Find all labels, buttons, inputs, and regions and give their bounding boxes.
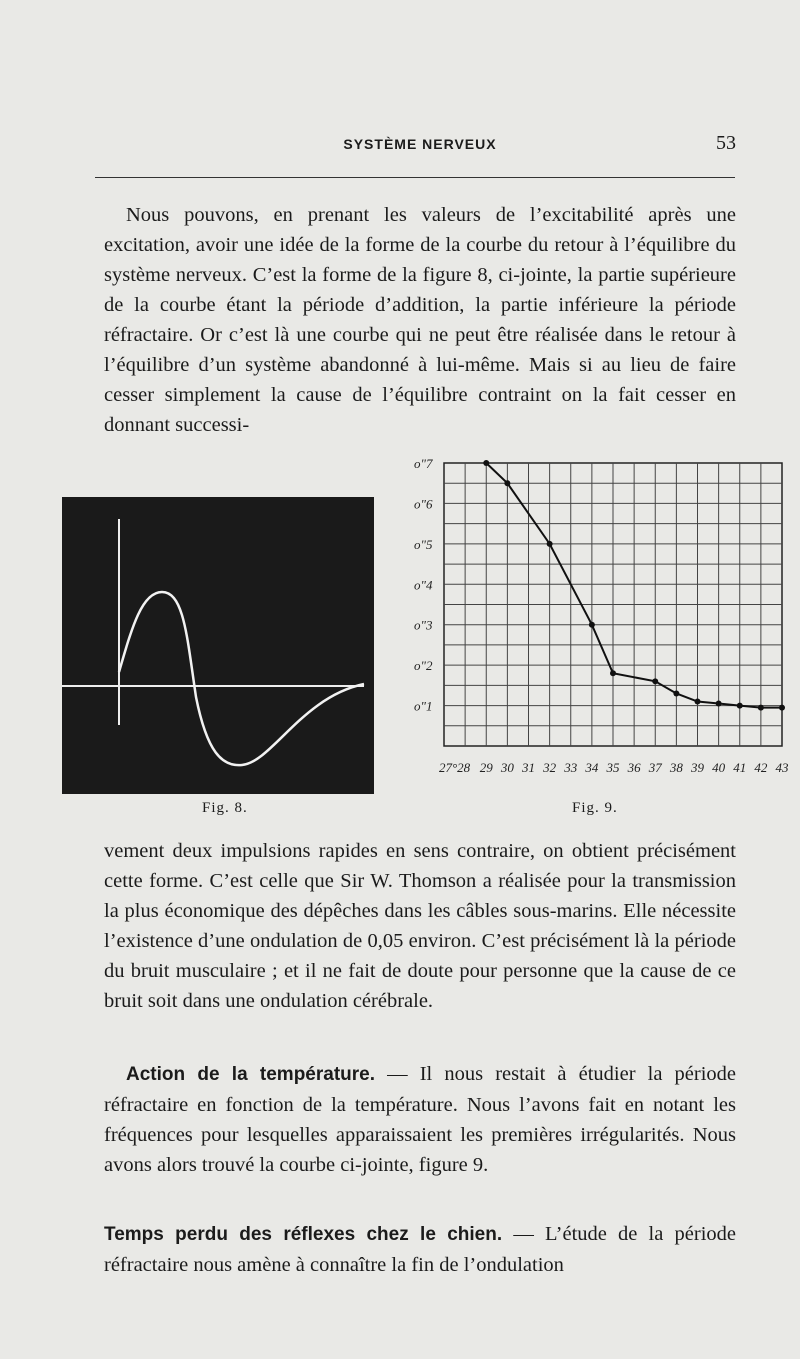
fig9-x-tick-label: 33 <box>564 760 578 775</box>
fig9-data-point <box>504 480 510 486</box>
figure-9 <box>400 448 800 788</box>
fig9-y-tick-label: o"4 <box>414 577 433 593</box>
fig8-caption: Fig. 8. <box>202 800 248 816</box>
page-header <box>100 132 740 162</box>
section-temperature-heading: Action de la température. <box>126 1064 376 1085</box>
fig9-x-tick-label: 36 <box>627 760 641 775</box>
fig9-x-tick-label: 42 <box>754 760 768 775</box>
fig9-data-point <box>589 622 595 628</box>
figure-8-curve <box>62 497 374 794</box>
fig9-data-point <box>695 699 701 705</box>
fig9-x-tick-label: 43 <box>775 760 789 775</box>
fig9-data-point <box>716 701 722 707</box>
paragraph-thomson: vement deux impulsions rapides en sens contraire, on obtient précisément cette forme. C’est celle que Sir W. Thomson a réalisée pour la transmission la plus économique des dépêches dans les câbles sous-marins. Elle nécessite l’existence d’une ondulation de 0,05 environ. C’est précisément là la période du bruit musculaire ; et il ne fait de doute pour personne que la cause de ce bruit soit dans une ondulation cérébrale. <box>104 840 736 1012</box>
page-number: 53 <box>716 132 736 154</box>
fig9-x-tick-label: 39 <box>691 760 704 775</box>
fig9-x-tick-label: 29 <box>479 760 493 775</box>
fig9-data-point <box>673 690 679 696</box>
fig9-caption: Fig. 9. <box>572 800 618 816</box>
fig9-y-tick-label: o"1 <box>414 698 433 714</box>
fig9-x-tick-labels <box>439 760 789 775</box>
fig9-y-tick-label: o"6 <box>414 496 433 512</box>
fig9-data-point <box>758 705 764 711</box>
fig9-data-point <box>547 541 553 547</box>
fig9-data-point <box>652 678 658 684</box>
fig9-x-tick-label: 27°28 <box>438 760 471 775</box>
section-temperature-text: — Il nous restait à étudier la période réfractaire en fonction de la température. Nous l’avons fait en notant les fréquences pour lesquelles apparaissaient les premières irrégularités. Nous avons alors trouvé la courbe ci-jointe, figure 9. <box>104 1063 736 1176</box>
fig9-grid <box>444 463 782 746</box>
section-temperature <box>104 1059 736 1180</box>
fig9-x-tick-label: 35 <box>606 760 620 775</box>
fig9-y-tick-label: o"5 <box>414 536 433 552</box>
section-reflexes <box>104 1219 736 1280</box>
fig9-x-tick-label: 38 <box>669 760 683 775</box>
fig9-y-tick-labels <box>414 456 433 714</box>
fig9-x-tick-label: 30 <box>500 760 514 775</box>
paragraph-excitability: Nous pouvons, en prenant les valeurs de l’excitabilité après une excitation, avoir une idée de la forme de la courbe du retour à l’équilibre du système nerveux. C’est la forme de la figure 8, ci-jointe, la partie supérieure de la courbe étant la période d’addition, la partie inférieure la période réfractaire. Or c’est là une courbe qui ne peut être réalisée dans le retour à l’équilibre d’un système abandonné à lui-même. Mais si au lieu de faire cesser simplement la cause de l’équilibre contraint on la fait cesser en donnant successi- <box>104 204 736 436</box>
figure-9-chart <box>400 448 800 788</box>
fig9-x-tick-label: 32 <box>543 760 557 775</box>
fig8-oscillation-curve <box>119 592 364 765</box>
running-head: SYSTÈME NERVEUX <box>343 136 497 152</box>
fig9-x-tick-label: 31 <box>522 760 535 775</box>
header-rule <box>95 177 735 178</box>
fig9-y-tick-label: o"2 <box>414 658 433 674</box>
fig9-data-point <box>483 460 489 466</box>
fig9-y-tick-label: o"3 <box>414 617 433 633</box>
section-reflexes-heading: Temps perdu des réflexes chez le chien. <box>104 1224 503 1245</box>
figure-8 <box>62 497 374 794</box>
section-reflexes-text: — L’étude de la période réfractaire nous amène à connaître la fin de l’ondulation <box>104 1223 736 1276</box>
fig9-x-tick-label: 40 <box>712 760 726 775</box>
fig9-data-point <box>737 703 743 709</box>
fig9-x-tick-label: 37 <box>648 760 662 775</box>
fig9-data-point <box>610 670 616 676</box>
fig9-x-tick-label: 41 <box>733 760 747 775</box>
fig9-y-tick-label: o"7 <box>414 456 433 471</box>
fig9-data-point <box>779 705 785 711</box>
fig9-x-tick-label: 34 <box>585 760 599 775</box>
